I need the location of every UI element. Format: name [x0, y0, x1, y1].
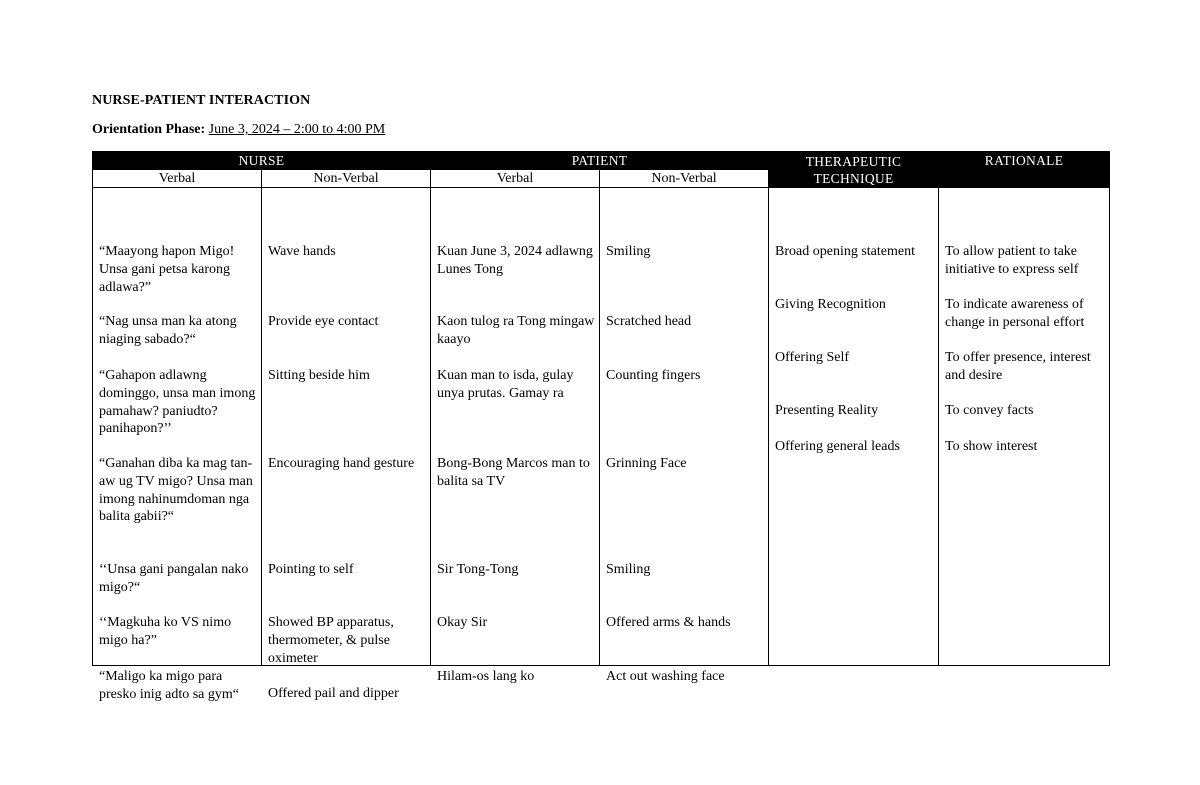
rationale-entry: To offer presence, interest and desire — [945, 350, 1091, 383]
technique-entry: Broad opening statement — [775, 244, 915, 259]
patient-verbal-entry: Sir Tong-Tong — [437, 562, 519, 577]
header-patient: PATIENT — [431, 152, 769, 170]
patient-verbal-entry: Kuan June 3, 2024 adlawng Lunes Tong — [437, 244, 593, 277]
technique-entry: Giving Recognition — [775, 297, 886, 312]
nurse-verbal-entry: “Maligo ka migo para presko inig adto sa gym“ — [99, 669, 239, 702]
body-row — [93, 188, 1110, 666]
nurse-verbal-entry: “Maayong hapon Migo! Unsa gani petsa karong adlawa?” — [99, 244, 235, 295]
nurse-verbal-entry: ‘‘Magkuha ko VS nimo migo ha?” — [99, 615, 232, 648]
phase-label: Orientation Phase: — [92, 122, 206, 137]
patient-verbal-entry: Kuan man to isda, gulay unya prutas. Gamay ra — [437, 368, 574, 401]
subheader-patient-nonverbal: Non-Verbal — [600, 170, 769, 188]
subheader-nurse-nonverbal: Non-Verbal — [262, 170, 431, 188]
rationale-entry: To show interest — [945, 439, 1038, 454]
patient-nonverbal-cell — [600, 188, 769, 684]
technique-entry: Presenting Reality — [775, 403, 879, 418]
interaction-table — [92, 151, 1110, 702]
header-rationale: RATIONALE — [939, 152, 1110, 188]
nurse-verbal-entry: “Gahapon adlawng dominggo, unsa man imong pamahaw? paniudto? panihapon?’’ — [99, 368, 256, 437]
nurse-nonverbal-entry: Encouraging hand gesture — [268, 456, 415, 471]
technique-entry: Offering general leads — [775, 439, 900, 454]
header-nurse: NURSE — [93, 152, 431, 170]
nurse-nonverbal-entry: Pointing to self — [268, 562, 354, 577]
rationale-cell — [939, 188, 1110, 666]
subheader-nurse-verbal: Verbal — [93, 170, 262, 188]
header-row-main — [93, 152, 1110, 170]
patient-nonverbal-entry: Counting fingers — [606, 368, 701, 383]
patient-verbal-entry: Kaon tulog ra Tong mingaw kaayo — [437, 314, 595, 347]
patient-nonverbal-entry: Scratched head — [606, 314, 692, 329]
patient-verbal-entry: Okay Sir — [437, 615, 488, 630]
nurse-verbal-entry: “Nag unsa man ka atong niaging sabado?“ — [99, 314, 237, 347]
technique-cell — [769, 188, 939, 666]
document-title: NURSE-PATIENT INTERACTION — [92, 93, 311, 108]
phase-line — [92, 122, 385, 138]
rationale-entry: To convey facts — [945, 403, 1034, 418]
subheader-patient-verbal: Verbal — [431, 170, 600, 188]
rationale-entry: To indicate awareness of change in personal effort — [945, 297, 1085, 330]
rationale-entry: To allow patient to take initiative to express self — [945, 244, 1079, 277]
nurse-nonverbal-cell — [262, 188, 431, 701]
patient-verbal-cell — [431, 188, 600, 684]
patient-verbal-entry: Hilam-os lang ko — [437, 669, 535, 684]
patient-nonverbal-entry: Grinning Face — [606, 456, 687, 471]
patient-nonverbal-entry: Smiling — [606, 562, 651, 577]
patient-nonverbal-entry: Offered arms & hands — [606, 615, 731, 630]
phase-date: June 3, 2024 – 2:00 to 4:00 PM — [208, 122, 386, 137]
nurse-nonverbal-entry: Wave hands — [268, 244, 336, 259]
header-technique: THERAPEUTIC TECHNIQUE — [769, 152, 939, 188]
nurse-verbal-entry: “Ganahan diba ka mag tan-aw ug TV migo? Unsa man imong nahinumdoman nga balita gabii?“ — [99, 456, 253, 525]
patient-verbal-entry: Bong-Bong Marcos man to balita sa TV — [437, 456, 590, 489]
nurse-nonverbal-entry: Sitting beside him — [268, 368, 370, 383]
nurse-verbal-entry: ‘‘Unsa gani pangalan nako migo?“ — [99, 562, 249, 595]
technique-entry: Offering Self — [775, 350, 850, 365]
nurse-nonverbal-entry: Showed BP apparatus, thermometer, & pulse oximeter — [268, 615, 394, 666]
nurse-nonverbal-entry: Provide eye contact — [268, 314, 379, 329]
patient-nonverbal-entry: Act out washing face — [606, 669, 725, 684]
nurse-nonverbal-entry: Offered pail and dipper — [268, 686, 399, 701]
nurse-verbal-cell — [93, 188, 262, 702]
patient-nonverbal-entry: Smiling — [606, 244, 651, 259]
